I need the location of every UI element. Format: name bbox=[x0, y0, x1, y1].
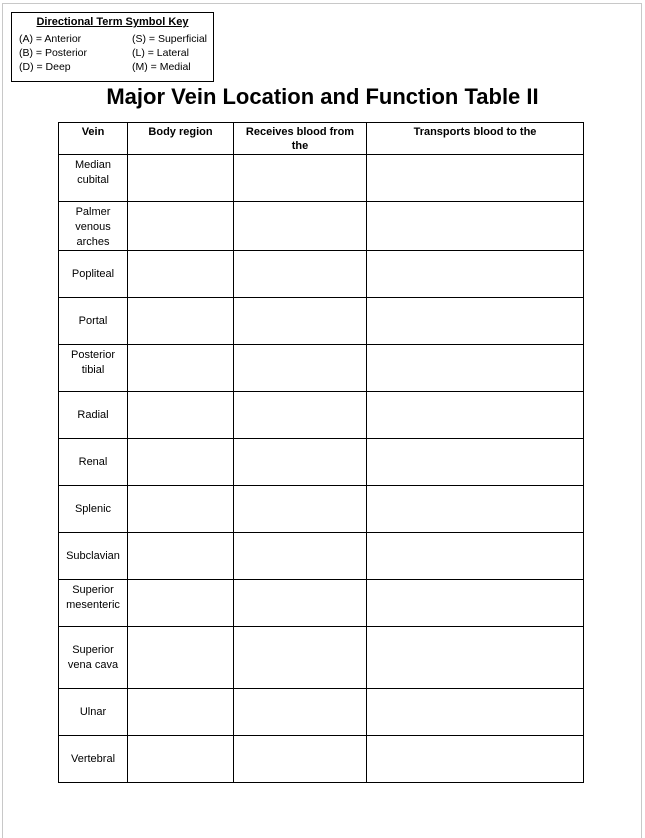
receives-from-cell[interactable] bbox=[234, 533, 367, 580]
table-row bbox=[59, 345, 584, 392]
vein-name-cell: Popliteal bbox=[59, 251, 128, 298]
table-row bbox=[59, 392, 584, 439]
body-region-cell[interactable] bbox=[128, 345, 234, 392]
symbol-key-box bbox=[11, 12, 214, 82]
vein-name-cell: Superior mesenteric bbox=[59, 580, 128, 627]
body-region-cell[interactable] bbox=[128, 392, 234, 439]
table-row bbox=[59, 251, 584, 298]
body-region-cell[interactable] bbox=[128, 439, 234, 486]
vein-name-cell: Radial bbox=[59, 392, 128, 439]
vein-name-cell: Subclavian bbox=[59, 533, 128, 580]
receives-from-cell[interactable] bbox=[234, 202, 367, 251]
key-item-superficial: (S) = Superficial bbox=[132, 33, 207, 45]
receives-from-cell[interactable] bbox=[234, 155, 367, 202]
key-item-lateral: (L) = Lateral bbox=[132, 47, 189, 59]
transports-to-cell[interactable] bbox=[367, 155, 584, 202]
vein-name-cell: Posterior tibial bbox=[59, 345, 128, 392]
table-row bbox=[59, 298, 584, 345]
receives-from-cell[interactable] bbox=[234, 392, 367, 439]
receives-from-cell[interactable] bbox=[234, 736, 367, 783]
transports-to-cell[interactable] bbox=[367, 298, 584, 345]
vein-name-cell: Vertebral bbox=[59, 736, 128, 783]
vein-name-cell: Splenic bbox=[59, 486, 128, 533]
receives-from-cell[interactable] bbox=[234, 298, 367, 345]
transports-to-cell[interactable] bbox=[367, 533, 584, 580]
table-row bbox=[59, 580, 584, 627]
vein-name-cell: Portal bbox=[59, 298, 128, 345]
receives-from-cell[interactable] bbox=[234, 486, 367, 533]
transports-to-cell[interactable] bbox=[367, 345, 584, 392]
table-row bbox=[59, 486, 584, 533]
header-transports-blood-to: Transports blood to the bbox=[367, 123, 584, 155]
vein-name-cell: Median cubital bbox=[59, 155, 128, 202]
body-region-cell[interactable] bbox=[128, 689, 234, 736]
vein-name-cell: Ulnar bbox=[59, 689, 128, 736]
table-row bbox=[59, 439, 584, 486]
body-region-cell[interactable] bbox=[128, 298, 234, 345]
table-row bbox=[59, 202, 584, 251]
receives-from-cell[interactable] bbox=[234, 580, 367, 627]
key-item-medial: (M) = Medial bbox=[132, 61, 191, 73]
table-row bbox=[59, 627, 584, 689]
page-title: Major Vein Location and Function Table II bbox=[106, 84, 539, 109]
header-vein: Vein bbox=[59, 123, 128, 155]
key-item-anterior: (A) = Anterior bbox=[19, 33, 82, 45]
receives-from-cell[interactable] bbox=[234, 345, 367, 392]
body-region-cell[interactable] bbox=[128, 486, 234, 533]
body-region-cell[interactable] bbox=[128, 627, 234, 689]
body-region-cell[interactable] bbox=[128, 251, 234, 298]
table-row bbox=[59, 155, 584, 202]
transports-to-cell[interactable] bbox=[367, 486, 584, 533]
key-item-deep: (D) = Deep bbox=[19, 61, 71, 73]
body-region-cell[interactable] bbox=[128, 202, 234, 251]
body-region-cell[interactable] bbox=[128, 736, 234, 783]
receives-from-cell[interactable] bbox=[234, 689, 367, 736]
receives-from-cell[interactable] bbox=[234, 251, 367, 298]
transports-to-cell[interactable] bbox=[367, 439, 584, 486]
body-region-cell[interactable] bbox=[128, 580, 234, 627]
body-region-cell[interactable] bbox=[128, 533, 234, 580]
table-header-row bbox=[59, 123, 584, 155]
header-body-region: Body region bbox=[128, 123, 234, 155]
table-row bbox=[59, 689, 584, 736]
vein-table bbox=[58, 122, 584, 783]
transports-to-cell[interactable] bbox=[367, 736, 584, 783]
key-item-posterior: (B) = Posterior bbox=[19, 47, 87, 59]
receives-from-cell[interactable] bbox=[234, 439, 367, 486]
transports-to-cell[interactable] bbox=[367, 689, 584, 736]
table-row bbox=[59, 736, 584, 783]
transports-to-cell[interactable] bbox=[367, 202, 584, 251]
body-region-cell[interactable] bbox=[128, 155, 234, 202]
vein-name-cell: Superior vena cava bbox=[59, 627, 128, 689]
receives-from-cell[interactable] bbox=[234, 627, 367, 689]
vein-name-cell: Renal bbox=[59, 439, 128, 486]
transports-to-cell[interactable] bbox=[367, 251, 584, 298]
transports-to-cell[interactable] bbox=[367, 392, 584, 439]
header-receives-blood-from: Receives blood from the bbox=[234, 123, 367, 155]
table-row bbox=[59, 533, 584, 580]
vein-name-cell: Palmer venous arches bbox=[59, 202, 128, 251]
symbol-key-title: Directional Term Symbol Key bbox=[36, 16, 189, 28]
transports-to-cell[interactable] bbox=[367, 580, 584, 627]
transports-to-cell[interactable] bbox=[367, 627, 584, 689]
